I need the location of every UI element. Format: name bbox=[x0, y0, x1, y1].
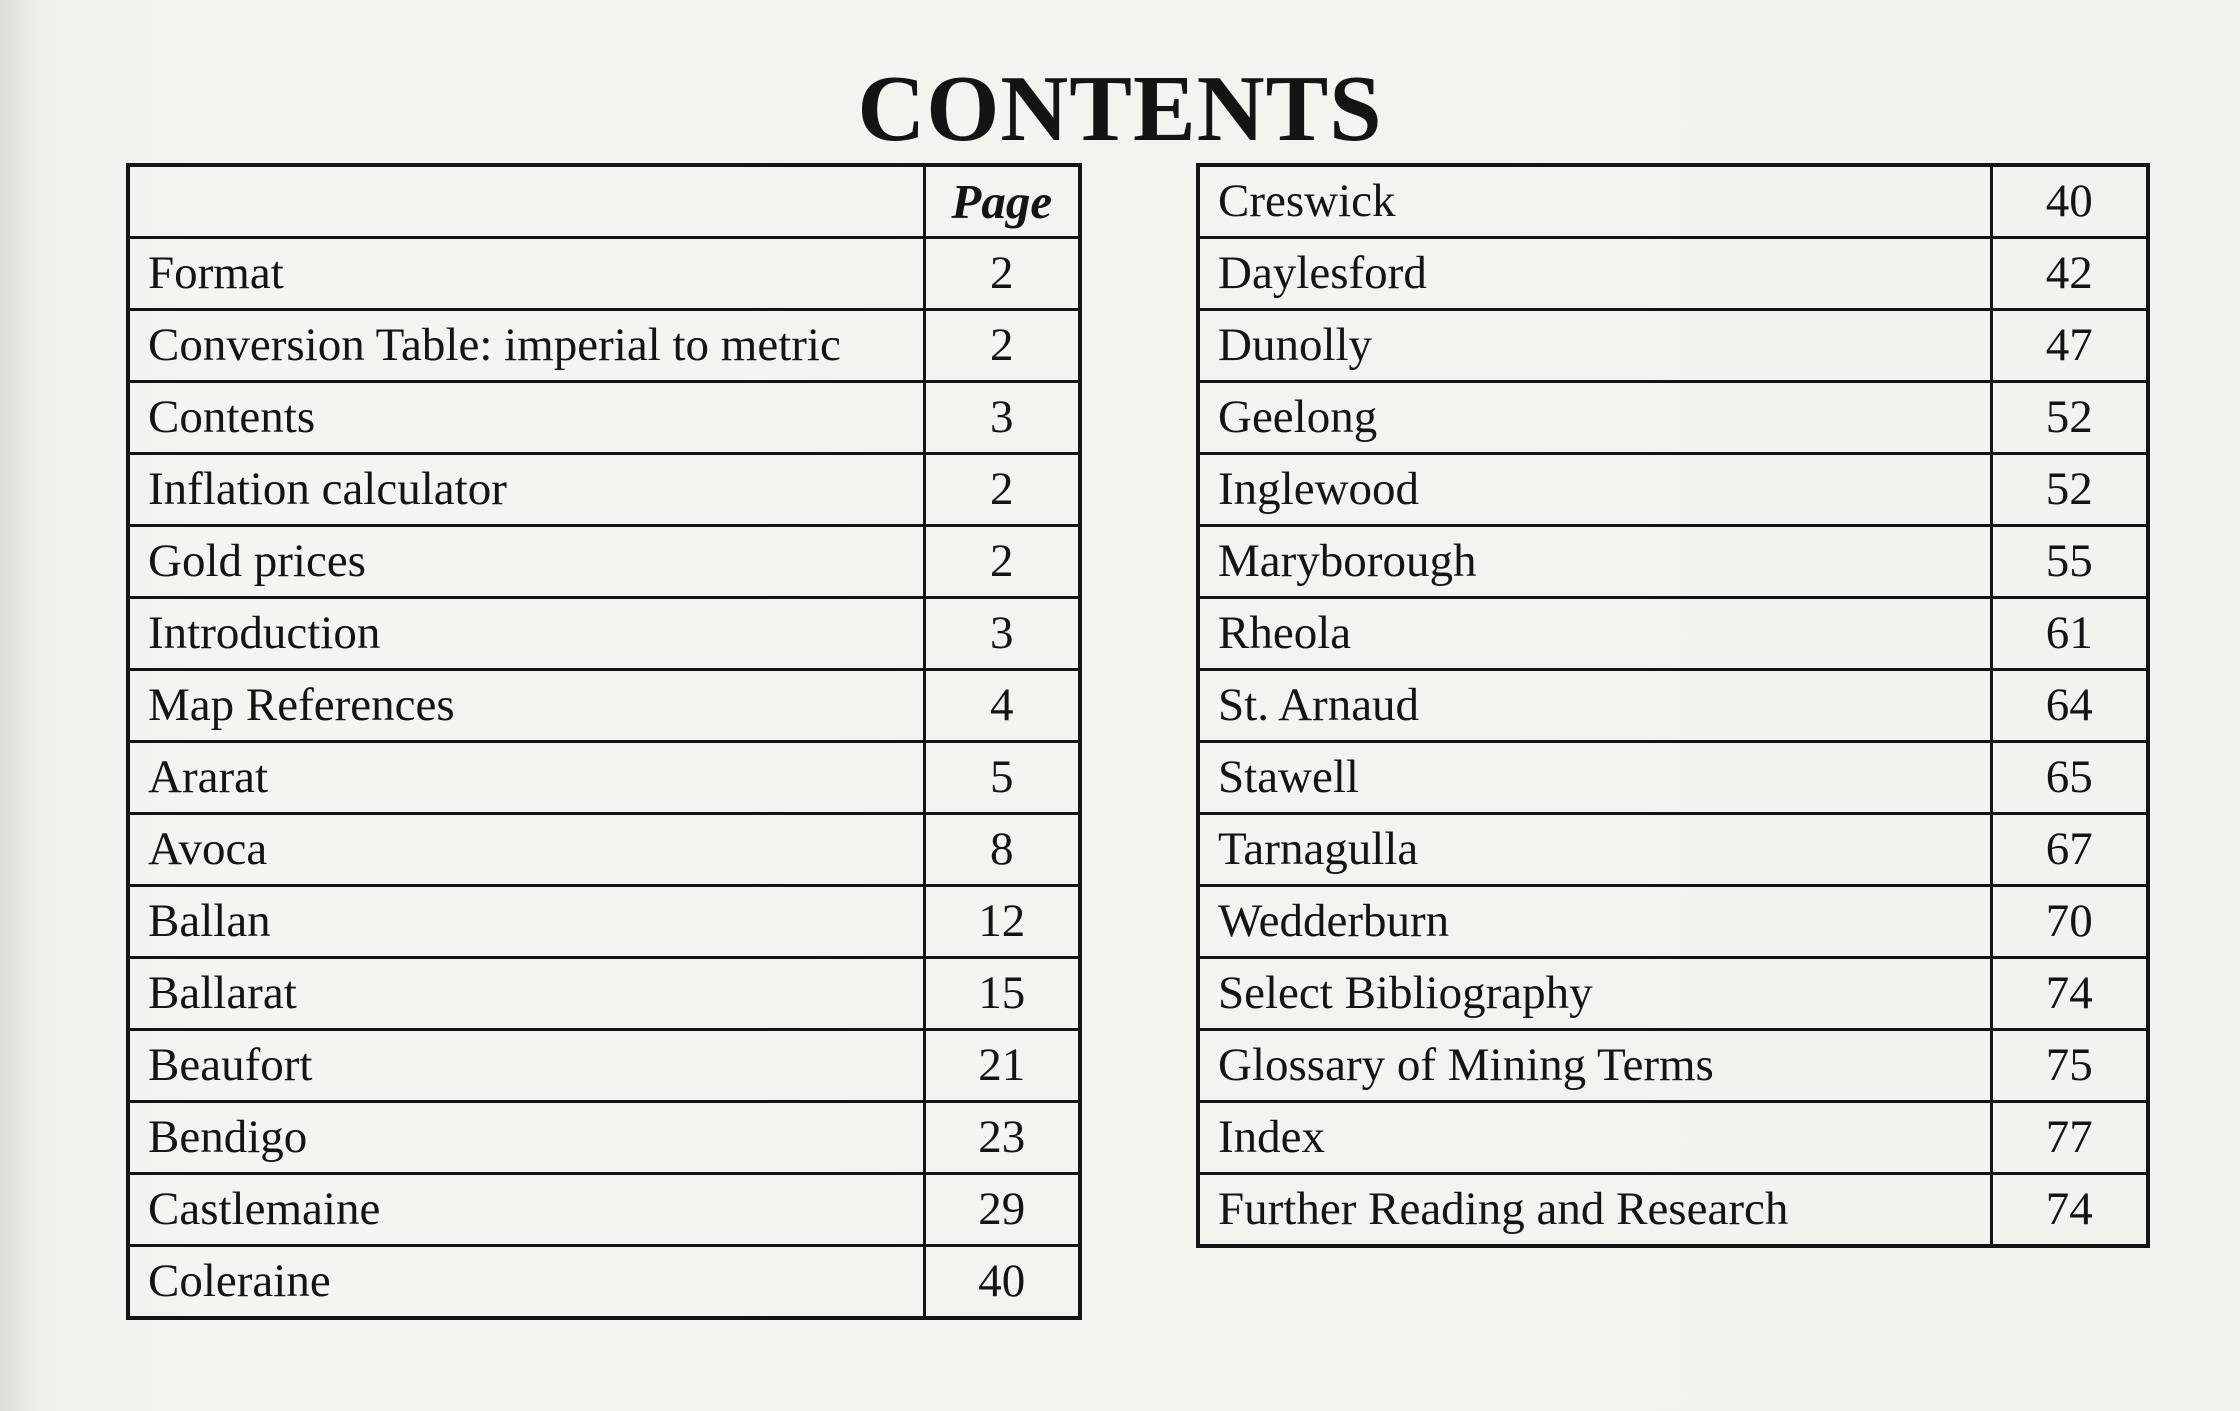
entry-page-number: 55 bbox=[1991, 526, 2148, 598]
entry-name: Inglewood bbox=[1198, 454, 1991, 526]
entry-page-number: 47 bbox=[1991, 310, 2148, 382]
entry-name: Gold prices bbox=[128, 526, 924, 598]
entry-page-number: 74 bbox=[1991, 1174, 2148, 1247]
contents-row bbox=[1198, 454, 2148, 526]
entry-page-number: 2 bbox=[924, 454, 1080, 526]
entry-page-number: 12 bbox=[924, 886, 1080, 958]
contents-row bbox=[128, 1174, 1080, 1246]
contents-row bbox=[128, 454, 1080, 526]
contents-table-left bbox=[126, 163, 1082, 1320]
entry-page-number: 42 bbox=[1991, 238, 2148, 310]
contents-row bbox=[1198, 958, 2148, 1030]
entry-name: Map References bbox=[128, 670, 924, 742]
contents-row bbox=[128, 886, 1080, 958]
entry-page-number: 40 bbox=[924, 1246, 1080, 1319]
entry-page-number: 5 bbox=[924, 742, 1080, 814]
contents-table-right-body bbox=[1198, 165, 2148, 1246]
contents-row bbox=[1198, 1030, 2148, 1102]
contents-row bbox=[1198, 1174, 2148, 1247]
entry-name: St. Arnaud bbox=[1198, 670, 1991, 742]
contents-row bbox=[1198, 670, 2148, 742]
entry-page-number: 21 bbox=[924, 1030, 1080, 1102]
contents-row bbox=[128, 598, 1080, 670]
contents-row bbox=[1198, 814, 2148, 886]
entry-name: Contents bbox=[128, 382, 924, 454]
entry-name: Select Bibliography bbox=[1198, 958, 1991, 1030]
entry-page-number: 74 bbox=[1991, 958, 2148, 1030]
entry-page-number: 77 bbox=[1991, 1102, 2148, 1174]
entry-name: Inflation calculator bbox=[128, 454, 924, 526]
entry-page-number: 75 bbox=[1991, 1030, 2148, 1102]
entry-name: Rheola bbox=[1198, 598, 1991, 670]
contents-row bbox=[128, 814, 1080, 886]
entry-name: Avoca bbox=[128, 814, 924, 886]
entry-name: Further Reading and Research bbox=[1198, 1174, 1991, 1247]
contents-row bbox=[128, 958, 1080, 1030]
page-column-header: Page bbox=[924, 165, 1080, 238]
entry-name: Bendigo bbox=[128, 1102, 924, 1174]
contents-table-right bbox=[1196, 163, 2150, 1248]
entry-page-number: 3 bbox=[924, 382, 1080, 454]
contents-row bbox=[128, 1030, 1080, 1102]
entry-page-number: 40 bbox=[1991, 165, 2148, 238]
contents-row bbox=[128, 1102, 1080, 1174]
entry-name: Index bbox=[1198, 1102, 1991, 1174]
contents-row bbox=[128, 238, 1080, 310]
entry-name: Maryborough bbox=[1198, 526, 1991, 598]
entry-page-number: 3 bbox=[924, 598, 1080, 670]
entry-name: Introduction bbox=[128, 598, 924, 670]
entry-name: Coleraine bbox=[128, 1246, 924, 1319]
entry-page-number: 70 bbox=[1991, 886, 2148, 958]
contents-row bbox=[1198, 165, 2148, 238]
entry-name: Format bbox=[128, 238, 924, 310]
entry-name: Dunolly bbox=[1198, 310, 1991, 382]
entry-page-number: 15 bbox=[924, 958, 1080, 1030]
contents-row bbox=[128, 382, 1080, 454]
entry-name: Castlemaine bbox=[128, 1174, 924, 1246]
entry-name: Glossary of Mining Terms bbox=[1198, 1030, 1991, 1102]
entry-page-number: 29 bbox=[924, 1174, 1080, 1246]
entry-name: Tarnagulla bbox=[1198, 814, 1991, 886]
contents-row bbox=[128, 742, 1080, 814]
page-title: CONTENTS bbox=[857, 57, 1383, 161]
entry-name: Beaufort bbox=[128, 1030, 924, 1102]
contents-row bbox=[1198, 382, 2148, 454]
contents-row bbox=[128, 526, 1080, 598]
entry-name: Ballarat bbox=[128, 958, 924, 1030]
name-column-header bbox=[128, 165, 924, 238]
entry-page-number: 65 bbox=[1991, 742, 2148, 814]
contents-row bbox=[1198, 526, 2148, 598]
entry-page-number: 52 bbox=[1991, 454, 2148, 526]
entry-page-number: 52 bbox=[1991, 382, 2148, 454]
entry-page-number: 23 bbox=[924, 1102, 1080, 1174]
contents-row bbox=[1198, 310, 2148, 382]
contents-row bbox=[128, 670, 1080, 742]
entry-page-number: 67 bbox=[1991, 814, 2148, 886]
contents-row bbox=[128, 310, 1080, 382]
contents-row bbox=[1198, 742, 2148, 814]
entry-page-number: 4 bbox=[924, 670, 1080, 742]
entry-page-number: 2 bbox=[924, 310, 1080, 382]
entry-name: Creswick bbox=[1198, 165, 1991, 238]
contents-row bbox=[1198, 1102, 2148, 1174]
contents-table-left-body bbox=[128, 165, 1080, 1318]
entry-name: Conversion Table: imperial to metric bbox=[128, 310, 924, 382]
entry-page-number: 64 bbox=[1991, 670, 2148, 742]
entry-name: Wedderburn bbox=[1198, 886, 1991, 958]
entry-name: Daylesford bbox=[1198, 238, 1991, 310]
entry-name: Ararat bbox=[128, 742, 924, 814]
table-header-row bbox=[128, 165, 1080, 238]
entry-name: Stawell bbox=[1198, 742, 1991, 814]
entry-page-number: 2 bbox=[924, 526, 1080, 598]
contents-row bbox=[1198, 886, 2148, 958]
contents-row bbox=[128, 1246, 1080, 1319]
entry-page-number: 61 bbox=[1991, 598, 2148, 670]
contents-row bbox=[1198, 238, 2148, 310]
entry-name: Ballan bbox=[128, 886, 924, 958]
entry-page-number: 8 bbox=[924, 814, 1080, 886]
contents-row bbox=[1198, 598, 2148, 670]
entry-page-number: 2 bbox=[924, 238, 1080, 310]
entry-name: Geelong bbox=[1198, 382, 1991, 454]
